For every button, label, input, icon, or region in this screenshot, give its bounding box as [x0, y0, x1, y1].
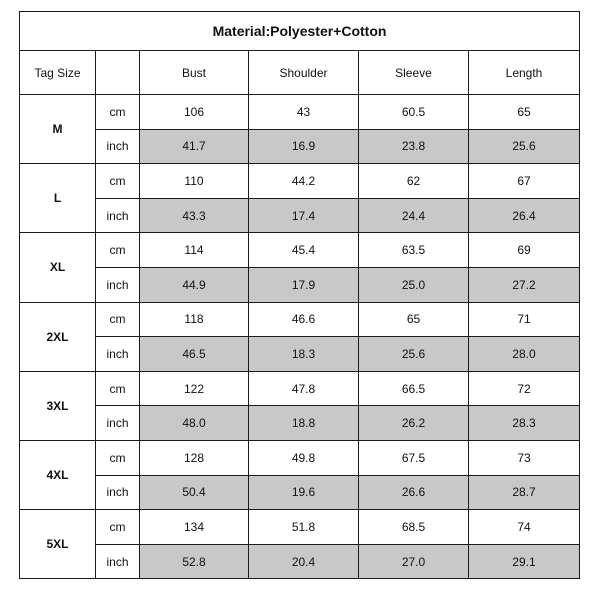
unit-inch: inch — [96, 129, 140, 164]
table-row — [20, 440, 580, 475]
unit-cm: cm — [96, 164, 140, 199]
unit-inch: inch — [96, 198, 140, 233]
sleeve-cm-value: 66.5 — [359, 371, 469, 406]
length-inch-value: 29.1 — [469, 544, 580, 579]
sleeve-inch-value: 24.4 — [359, 198, 469, 233]
length-cm-value: 72 — [469, 371, 580, 406]
bust-cm-value: 114 — [140, 233, 249, 268]
unit-cm: cm — [96, 302, 140, 337]
table-row — [20, 544, 580, 579]
bust-cm-value: 110 — [140, 164, 249, 199]
length-inch-value: 27.2 — [469, 267, 580, 302]
sleeve-inch-value: 26.6 — [359, 475, 469, 510]
header-shoulder: Shoulder — [249, 51, 359, 95]
shoulder-cm-value: 47.8 — [249, 371, 359, 406]
size-label: 3XL — [20, 371, 96, 440]
bust-inch-value: 46.5 — [140, 337, 249, 372]
length-cm-value: 74 — [469, 510, 580, 545]
length-cm-value: 67 — [469, 164, 580, 199]
unit-inch: inch — [96, 267, 140, 302]
shoulder-inch-value: 18.3 — [249, 337, 359, 372]
sleeve-inch-value: 25.6 — [359, 337, 469, 372]
size-label: M — [20, 95, 96, 164]
bust-cm-value: 128 — [140, 440, 249, 475]
size-label: 4XL — [20, 440, 96, 509]
length-cm-value: 65 — [469, 95, 580, 130]
unit-inch: inch — [96, 406, 140, 441]
size-label: L — [20, 164, 96, 233]
table-row — [20, 267, 580, 302]
bust-inch-value: 48.0 — [140, 406, 249, 441]
sleeve-cm-value: 60.5 — [359, 95, 469, 130]
header-tag-size: Tag Size — [20, 51, 96, 95]
header-bust: Bust — [140, 51, 249, 95]
size-label: 2XL — [20, 302, 96, 371]
bust-inch-value: 43.3 — [140, 198, 249, 233]
table-row — [20, 406, 580, 441]
sleeve-inch-value: 27.0 — [359, 544, 469, 579]
bust-cm-value: 118 — [140, 302, 249, 337]
shoulder-inch-value: 20.4 — [249, 544, 359, 579]
shoulder-cm-value: 45.4 — [249, 233, 359, 268]
header-sleeve: Sleeve — [359, 51, 469, 95]
unit-cm: cm — [96, 510, 140, 545]
sleeve-cm-value: 63.5 — [359, 233, 469, 268]
sleeve-inch-value: 25.0 — [359, 267, 469, 302]
sleeve-cm-value: 67.5 — [359, 440, 469, 475]
bust-cm-value: 106 — [140, 95, 249, 130]
table-row — [20, 302, 580, 337]
shoulder-inch-value: 17.4 — [249, 198, 359, 233]
length-cm-value: 71 — [469, 302, 580, 337]
length-inch-value: 26.4 — [469, 198, 580, 233]
unit-cm: cm — [96, 95, 140, 130]
table-row — [20, 371, 580, 406]
bust-inch-value: 50.4 — [140, 475, 249, 510]
unit-inch: inch — [96, 337, 140, 372]
shoulder-cm-value: 44.2 — [249, 164, 359, 199]
size-chart-table — [19, 11, 580, 579]
size-label: XL — [20, 233, 96, 302]
length-inch-value: 28.3 — [469, 406, 580, 441]
unit-cm: cm — [96, 233, 140, 268]
bust-inch-value: 44.9 — [140, 267, 249, 302]
table-row — [20, 129, 580, 164]
table-row — [20, 475, 580, 510]
unit-cm: cm — [96, 440, 140, 475]
shoulder-cm-value: 51.8 — [249, 510, 359, 545]
shoulder-inch-value: 17.9 — [249, 267, 359, 302]
unit-inch: inch — [96, 475, 140, 510]
sleeve-inch-value: 23.8 — [359, 129, 469, 164]
sleeve-cm-value: 65 — [359, 302, 469, 337]
size-label: 5XL — [20, 510, 96, 579]
length-cm-value: 73 — [469, 440, 580, 475]
table-row — [20, 510, 580, 545]
table-row — [20, 164, 580, 199]
table-body — [20, 95, 580, 579]
unit-inch: inch — [96, 544, 140, 579]
bust-inch-value: 41.7 — [140, 129, 249, 164]
header-unit — [96, 51, 140, 95]
shoulder-cm-value: 46.6 — [249, 302, 359, 337]
bust-cm-value: 122 — [140, 371, 249, 406]
sleeve-cm-value: 62 — [359, 164, 469, 199]
table-row — [20, 198, 580, 233]
sleeve-cm-value: 68.5 — [359, 510, 469, 545]
table-row — [20, 95, 580, 130]
length-cm-value: 69 — [469, 233, 580, 268]
shoulder-inch-value: 18.8 — [249, 406, 359, 441]
sleeve-inch-value: 26.2 — [359, 406, 469, 441]
shoulder-cm-value: 43 — [249, 95, 359, 130]
length-inch-value: 28.0 — [469, 337, 580, 372]
header-length: Length — [469, 51, 580, 95]
table-title: Material:Polyester+Cotton — [20, 12, 580, 51]
table-row — [20, 337, 580, 372]
bust-cm-value: 134 — [140, 510, 249, 545]
length-inch-value: 28.7 — [469, 475, 580, 510]
unit-cm: cm — [96, 371, 140, 406]
shoulder-inch-value: 19.6 — [249, 475, 359, 510]
table-row — [20, 233, 580, 268]
bust-inch-value: 52.8 — [140, 544, 249, 579]
shoulder-inch-value: 16.9 — [249, 129, 359, 164]
shoulder-cm-value: 49.8 — [249, 440, 359, 475]
length-inch-value: 25.6 — [469, 129, 580, 164]
